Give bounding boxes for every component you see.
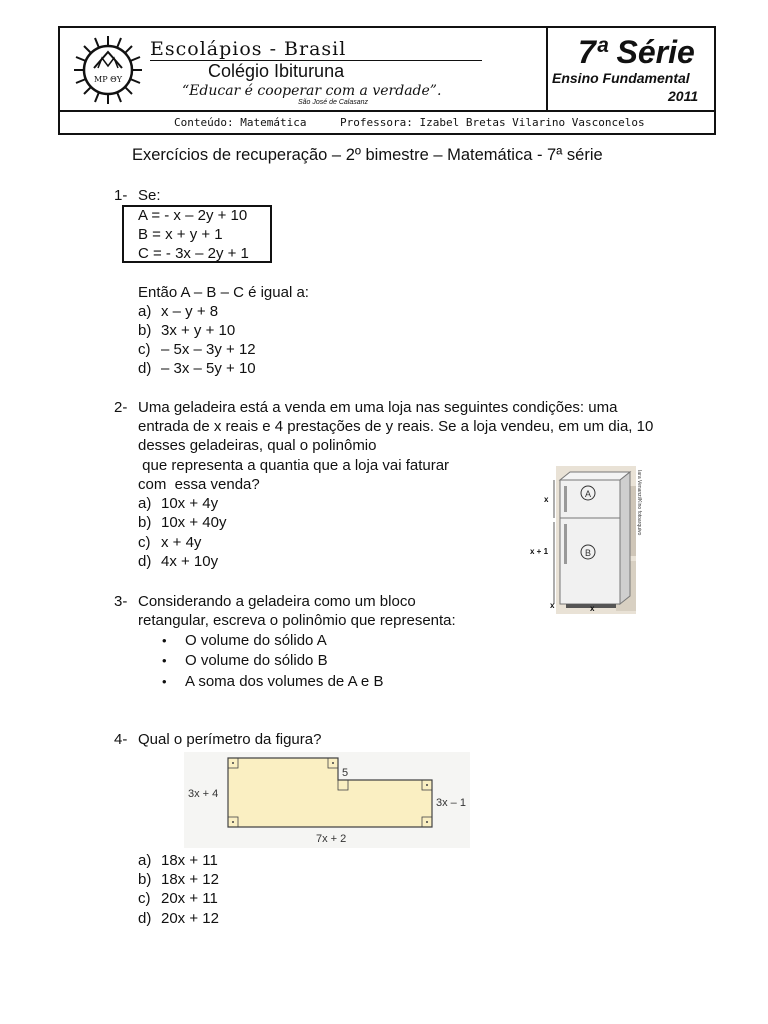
- q2-option-c: x + 4y: [161, 534, 202, 551]
- q4-option-a-letter: a): [138, 852, 152, 869]
- q4-option-a: 18x + 11: [161, 852, 218, 869]
- school-name: Escolápios - Brasil: [150, 38, 347, 60]
- q2-option-b: 10x + 40y: [161, 514, 227, 531]
- q4-option-b: 18x + 12: [161, 871, 219, 888]
- q2-option-d: 4x + 10y: [161, 553, 219, 570]
- fridge-label-b: B: [584, 548, 592, 558]
- q1-option-c: – 5x – 3y + 12: [161, 341, 256, 358]
- q1-expression-c: C = - 3x – 2y + 1: [138, 245, 249, 262]
- q2-line-4: que representa a quantia que a loja vai faturar: [138, 457, 450, 474]
- q3-bullet-3-dot: •: [162, 674, 167, 689]
- figure-label-left: 3x + 4: [188, 788, 219, 800]
- q2-line-2: entrada de x reais e 4 prestações de y reais. Se a loja vendeu, em um dia, 10: [138, 418, 654, 435]
- teacher-label: Professora: Izabel Bretas Vilarino Vasconcelos: [340, 116, 645, 129]
- q1-option-d: – 3x – 5y + 10: [161, 360, 256, 377]
- q1-option-b-letter: b): [138, 322, 152, 339]
- fridge-dim-x-top: x: [544, 495, 549, 504]
- q1-number: 1-: [114, 187, 128, 204]
- fridge-figure: [520, 466, 642, 614]
- q3-line-2: retangular, escreva o polinômio que representa:: [138, 612, 456, 629]
- q1-option-b: 3x + y + 10: [161, 322, 236, 339]
- perimeter-figure: [184, 752, 470, 848]
- q1-expression-b: B = x + y + 1: [138, 226, 223, 243]
- q1-option-a: x – y + 8: [161, 303, 219, 320]
- q4-option-d: 20x + 12: [161, 910, 219, 927]
- q1-expression-a: A = - x – 2y + 10: [138, 207, 248, 224]
- q2-line-1: Uma geladeira está a venda em uma loja nas seguintes condições: uma: [138, 399, 618, 416]
- level-label: Ensino Fundamental: [552, 70, 690, 86]
- content-label: Conteúdo: Matemática: [174, 116, 307, 129]
- q3-bullet-2-dot: •: [162, 653, 167, 668]
- college-name: Colégio Ibituruna: [208, 61, 345, 81]
- header-box: [58, 26, 716, 112]
- q4-option-c-letter: c): [138, 890, 151, 907]
- q3-number: 3-: [114, 593, 128, 610]
- q2-number: 2-: [114, 399, 128, 416]
- q2-option-c-letter: c): [138, 534, 151, 551]
- q3-bullet-1-dot: •: [162, 633, 167, 648]
- header-info-bar: [58, 112, 716, 135]
- fridge-dim-x-bottom: x: [590, 604, 595, 613]
- figure-label-bottom: 7x + 2: [316, 833, 347, 845]
- header-school-panel: [60, 28, 548, 110]
- motto-attribution: São José de Calasanz: [298, 99, 369, 106]
- school-logo: [72, 34, 144, 106]
- q3-bullet-3: A soma dos volumes de A e B: [185, 673, 384, 690]
- q3-bullet-2: O volume do sólido B: [185, 652, 328, 669]
- q2-line-3: desses geladeiras, qual o polinômio: [138, 437, 377, 454]
- q4-number: 4-: [114, 731, 128, 748]
- q2-line-5: com essa venda?: [138, 476, 260, 493]
- q1-option-a-letter: a): [138, 303, 152, 320]
- figure-label-right: 3x – 1: [436, 797, 466, 809]
- q3-line-1: Considerando a geladeira como um bloco: [138, 593, 416, 610]
- q4-option-b-letter: b): [138, 871, 152, 888]
- figure-label-step: 5: [342, 767, 349, 779]
- q1-option-c-letter: c): [138, 341, 151, 358]
- fridge-dim-x-plus-1: x + 1: [530, 547, 549, 556]
- q1-question: Então A – B – C é igual a:: [138, 284, 309, 301]
- logo-text: MP ΘΥ: [94, 75, 122, 84]
- q2-option-a: 10x + 4y: [161, 495, 219, 512]
- q4-option-d-letter: d): [138, 910, 152, 927]
- q2-option-b-letter: b): [138, 514, 152, 531]
- q4-option-c: 20x + 11: [161, 890, 218, 907]
- page-title: Exercícios de recuperação – 2º bimestre – Matemática - 7ª série: [132, 146, 603, 164]
- year-label: 2011: [668, 88, 699, 104]
- q2-option-d-letter: d): [138, 553, 152, 570]
- q2-option-a-letter: a): [138, 495, 152, 512]
- q3-bullet-1: O volume do sólido A: [185, 632, 327, 649]
- school-motto: “Educar é cooperar com a verdade”.: [182, 83, 442, 99]
- q4-text: Qual o perímetro da figura?: [138, 731, 322, 748]
- fridge-dim-x-front: x: [550, 601, 555, 610]
- fridge-photo-credit: Iara Venanzi/Kino fotoarquivo: [636, 470, 642, 536]
- q1-intro: Se:: [138, 187, 161, 204]
- q1-option-d-letter: d): [138, 360, 152, 377]
- fridge-label-a: A: [584, 489, 592, 499]
- grade-label: 7ª Série: [578, 34, 695, 70]
